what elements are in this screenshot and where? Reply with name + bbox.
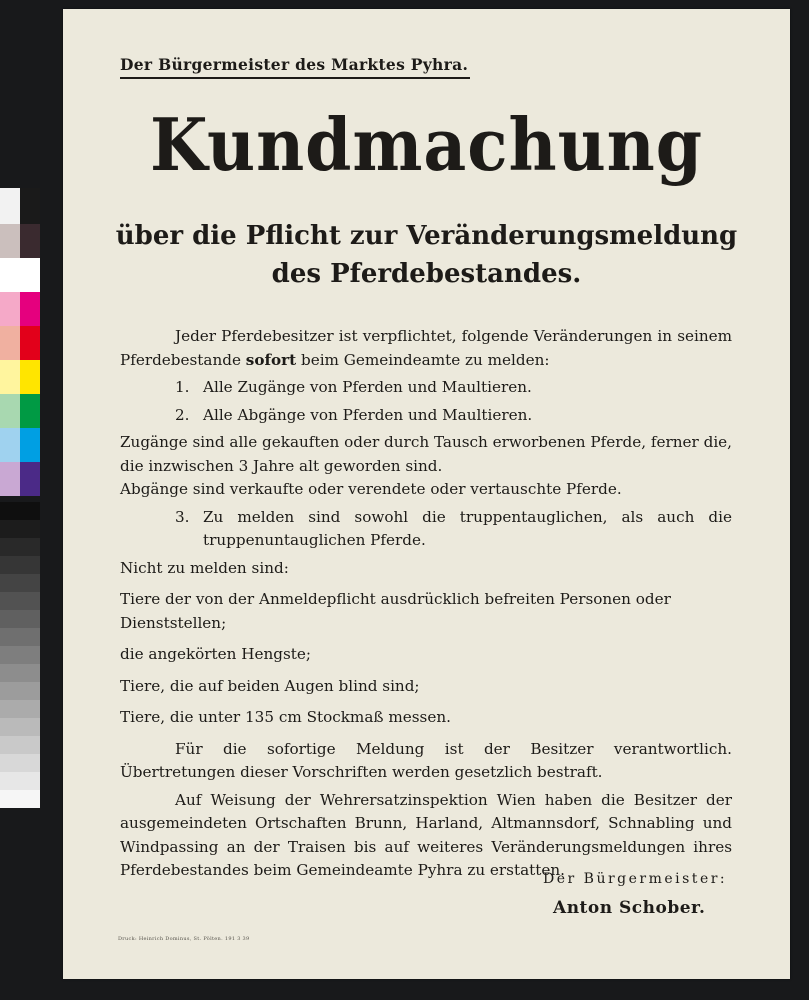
list-item-text: Alle Zugänge von Pferden und Maultieren. — [203, 378, 532, 396]
instruction-paragraph: Auf Weisung der Wehrersatzinspektion Wien haben die Besitzer der ausgemeindeten Ortschaften Brunn, Harland, Altmannsdorf, Schnabling und Windpassing an der Traisen bis auf weiteres Veränderungsmeldungen ihres Pferdebestandes beim Gemeindeamte Pyhra zu erstatten. — [120, 790, 732, 879]
calibration-gray-patch — [0, 520, 40, 538]
calibration-gray-patch — [0, 556, 40, 574]
calibration-gray-patch — [0, 592, 40, 610]
calibration-gray-patch — [0, 628, 40, 646]
calibration-gray-patch — [0, 718, 40, 736]
list-item-text: Alle Abgänge von Pferden und Maultieren. — [203, 405, 533, 424]
exemption-item: die angekörten Hengste; — [120, 645, 311, 663]
calibration-color-patch — [0, 292, 40, 326]
list-item — [175, 404, 732, 428]
exemptions-heading: Nicht zu melden sind: — [120, 558, 289, 577]
color-calibration-strip — [0, 188, 40, 818]
list-item — [175, 506, 732, 553]
calibration-color-patch — [0, 224, 40, 258]
calibration-gray-patch — [0, 502, 40, 520]
calibration-color-patch — [0, 326, 40, 360]
calibration-gray-patch — [0, 664, 40, 682]
calibration-gray-patch — [0, 700, 40, 718]
poster-title: Kundmachung — [149, 102, 704, 187]
list-item-number: 2. — [175, 405, 190, 424]
calibration-gray-patch — [0, 754, 40, 772]
calibration-gray-patch — [0, 538, 40, 556]
calibration-gray-patch — [0, 646, 40, 664]
calibration-gray-patch — [0, 682, 40, 700]
calibration-color-patch — [0, 188, 40, 224]
list-item-number: 3. — [175, 507, 190, 526]
calibration-color-patch — [0, 428, 40, 462]
calibration-color-patch — [0, 360, 40, 394]
signature-name: Anton Schober. — [553, 898, 706, 918]
subtitle-line-1: über die Pflicht zur Veränderungsmeldung — [115, 221, 738, 251]
explanation-abgaenge: Abgänge sind verkaufte oder verendete oder vertauschte Pferde. — [120, 480, 622, 498]
poster-sheet — [63, 9, 790, 979]
exemption-item-continued: Dienststellen; — [120, 613, 227, 632]
exemption-item: Tiere, die unter 135 cm Stockmaß messen. — [120, 708, 451, 726]
exemption-item: Tiere der von der Anmeldepflicht ausdrücklich befreiten Personen oder — [120, 590, 671, 608]
signature-label: Der Bürgermeister: — [543, 871, 728, 887]
calibration-gray-patch — [0, 610, 40, 628]
intro-emphasis: sofort — [245, 350, 297, 369]
intro-text-start: Jeder Pferdebesitzer ist verpflichtet, folgende Veränderungen in seinem Pferdebestande — [120, 327, 732, 369]
poster-subtitle — [103, 217, 750, 293]
list-item-number: 1. — [175, 378, 190, 396]
calibration-gray-patch — [0, 574, 40, 592]
explanation-zugaenge: Zugänge sind alle gekauften oder durch Tausch erworbenen Pferde, ferner die, die inzwischen 3 Jahre alt geworden sind. — [120, 433, 732, 475]
calibration-color-patch — [0, 258, 40, 292]
list-item — [175, 376, 732, 400]
subtitle-line-2: des Pferdebestandes. — [271, 259, 582, 289]
responsibility-paragraph: Für die sofortige Meldung ist der Besitzer verantwortlich. Übertretungen dieser Vorschriften werden gesetzlich bestraft. — [120, 739, 732, 781]
calibration-gray-patch — [0, 790, 40, 808]
calibration-gray-patch — [0, 736, 40, 754]
calibration-color-patch — [0, 462, 40, 496]
printer-imprint: Druck: Heinrich Dominus, St. Pölten. 191 3 39 — [118, 936, 250, 942]
notice-body — [120, 325, 732, 883]
calibration-gray-patch — [0, 772, 40, 790]
intro-paragraph — [120, 325, 732, 372]
issuer-header: Der Bürgermeister des Marktes Pyhra. — [120, 55, 470, 79]
calibration-color-patch — [0, 394, 40, 428]
intro-text-end: beim Gemeindeamte zu melden: — [296, 350, 550, 369]
list-item-text: Zu melden sind sowohl die truppentauglichen, als auch die truppenuntauglichen Pferde. — [203, 507, 732, 549]
exemption-item: Tiere, die auf beiden Augen blind sind; — [120, 676, 420, 695]
